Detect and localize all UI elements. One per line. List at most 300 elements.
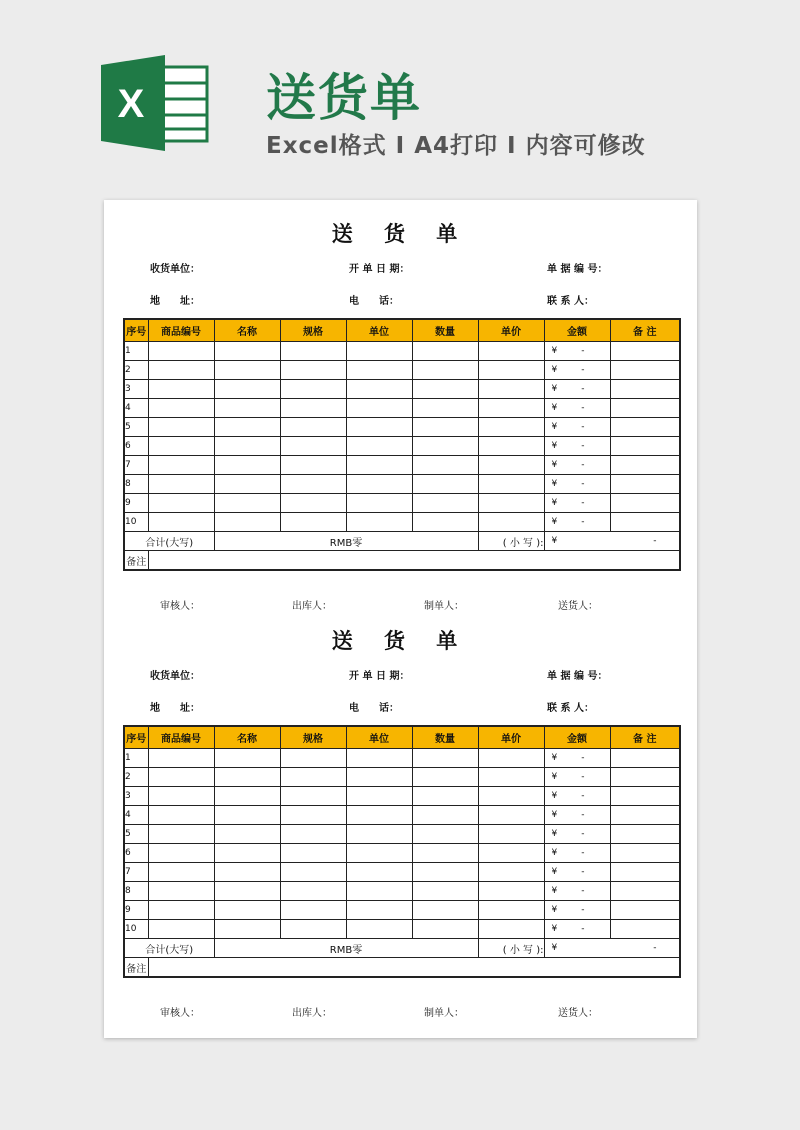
table-cell[interactable] <box>280 399 346 418</box>
table-cell[interactable] <box>478 749 544 768</box>
table-cell[interactable] <box>478 901 544 920</box>
table-cell[interactable] <box>412 361 478 380</box>
table-cell[interactable] <box>412 768 478 787</box>
remark-cell[interactable] <box>610 437 680 456</box>
field-label-address: 地 址： <box>150 703 200 714</box>
field-label-address: 地 址： <box>150 296 200 307</box>
amount-dash: - <box>581 829 585 839</box>
table-cell[interactable] <box>478 399 544 418</box>
column-header: 规格 <box>280 319 346 342</box>
remark-cell[interactable] <box>610 844 680 863</box>
table-cell[interactable] <box>346 456 412 475</box>
table-cell[interactable] <box>280 342 346 361</box>
amount-dash: - <box>581 422 585 432</box>
table-cell[interactable] <box>346 863 412 882</box>
table-cell[interactable] <box>214 844 280 863</box>
amount-dash: - <box>581 867 585 877</box>
small-total-label: ( 小 写 ): <box>478 939 544 958</box>
table-cell[interactable] <box>214 437 280 456</box>
yen-symbol: ¥ <box>551 867 558 877</box>
yen-symbol: ¥ <box>551 498 558 508</box>
field-label-contact: 联 系 人： <box>547 296 594 307</box>
table-cell[interactable] <box>478 806 544 825</box>
remark-cell[interactable] <box>610 787 680 806</box>
table-cell[interactable] <box>214 361 280 380</box>
signature-label: 送货人： <box>558 1008 598 1019</box>
document-paper <box>104 200 697 1038</box>
table-cell[interactable] <box>148 806 214 825</box>
table-cell[interactable] <box>214 475 280 494</box>
table-cell[interactable] <box>346 418 412 437</box>
table-cell[interactable] <box>412 787 478 806</box>
table-cell[interactable] <box>148 513 214 532</box>
table-cell[interactable] <box>478 787 544 806</box>
amount-cell[interactable] <box>544 749 610 768</box>
yen-symbol: ¥ <box>551 943 558 953</box>
yen-symbol: ¥ <box>551 422 558 432</box>
yen-symbol: ¥ <box>551 517 558 527</box>
table-cell[interactable] <box>148 475 214 494</box>
column-header: 备 注 <box>610 726 680 749</box>
remark-row <box>124 551 680 571</box>
table-cell[interactable] <box>412 418 478 437</box>
table-row <box>124 513 680 532</box>
delivery-form-2 <box>104 607 697 1019</box>
remark-cell[interactable] <box>610 399 680 418</box>
table-cell[interactable] <box>346 768 412 787</box>
amount-cell[interactable] <box>544 475 610 494</box>
excel-logo-icon <box>101 55 209 151</box>
table-cell[interactable] <box>214 882 280 901</box>
yen-symbol: ¥ <box>551 479 558 489</box>
yen-symbol: ¥ <box>551 460 558 470</box>
table-cell[interactable] <box>280 844 346 863</box>
remark-cell[interactable] <box>610 863 680 882</box>
table-cell[interactable] <box>346 806 412 825</box>
remark-input[interactable] <box>148 958 680 978</box>
table-cell[interactable] <box>280 418 346 437</box>
remark-cell[interactable] <box>610 361 680 380</box>
table-cell[interactable] <box>346 844 412 863</box>
table-cell[interactable] <box>346 380 412 399</box>
table-cell[interactable] <box>148 825 214 844</box>
remark-cell[interactable] <box>610 494 680 513</box>
table-cell[interactable] <box>148 749 214 768</box>
column-header: 单价 <box>478 726 544 749</box>
table-cell[interactable] <box>214 342 280 361</box>
remark-cell[interactable] <box>610 342 680 361</box>
table-cell[interactable] <box>478 342 544 361</box>
remark-cell[interactable] <box>610 825 680 844</box>
row-number: 9 <box>124 494 148 513</box>
table-cell[interactable] <box>280 787 346 806</box>
column-header: 序号 <box>124 726 148 749</box>
amount-dash: - <box>653 943 657 953</box>
remark-cell[interactable] <box>610 920 680 939</box>
table-cell[interactable] <box>280 437 346 456</box>
remark-cell[interactable] <box>610 513 680 532</box>
table-cell[interactable] <box>148 380 214 399</box>
amount-dash: - <box>581 460 585 470</box>
table-row <box>124 920 680 939</box>
table-cell[interactable] <box>148 768 214 787</box>
row-number: 10 <box>124 920 148 939</box>
amount-cell[interactable] <box>544 787 610 806</box>
table-cell[interactable] <box>280 749 346 768</box>
row-number: 6 <box>124 844 148 863</box>
table-header-row <box>124 319 680 342</box>
table-cell[interactable] <box>478 456 544 475</box>
page-title: 送货单 <box>266 69 422 127</box>
excel-logo-letter: X <box>117 82 145 126</box>
table-cell[interactable] <box>346 475 412 494</box>
table-cell[interactable] <box>214 399 280 418</box>
column-header: 单位 <box>346 726 412 749</box>
column-header: 金额 <box>544 726 610 749</box>
table-cell[interactable] <box>412 920 478 939</box>
table-header-row <box>124 726 680 749</box>
column-header: 数量 <box>412 726 478 749</box>
table-cell[interactable] <box>214 380 280 399</box>
amount-dash: - <box>653 536 657 546</box>
field-label-open-date: 开 单 日 期： <box>349 671 410 682</box>
remark-row <box>124 958 680 978</box>
field-label-open-date: 开 单 日 期： <box>349 264 410 275</box>
table-row <box>124 399 680 418</box>
table-cell[interactable] <box>346 342 412 361</box>
table-cell[interactable] <box>148 361 214 380</box>
table-cell[interactable] <box>148 456 214 475</box>
table-cell[interactable] <box>412 863 478 882</box>
table-cell[interactable] <box>214 494 280 513</box>
table-cell[interactable] <box>346 882 412 901</box>
column-header: 备 注 <box>610 319 680 342</box>
amount-cell[interactable] <box>544 882 610 901</box>
remark-cell[interactable] <box>610 380 680 399</box>
yen-symbol: ¥ <box>551 346 558 356</box>
table-cell[interactable] <box>478 437 544 456</box>
yen-symbol: ¥ <box>551 791 558 801</box>
small-total-label: ( 小 写 ): <box>478 532 544 551</box>
amount-dash: - <box>581 905 585 915</box>
table-row <box>124 494 680 513</box>
table-cell[interactable] <box>478 380 544 399</box>
remark-cell[interactable] <box>610 456 680 475</box>
table-cell[interactable] <box>412 342 478 361</box>
table-cell[interactable] <box>214 825 280 844</box>
row-number: 3 <box>124 380 148 399</box>
table-cell[interactable] <box>346 901 412 920</box>
table-cell[interactable] <box>148 787 214 806</box>
table-cell[interactable] <box>280 380 346 399</box>
table-row <box>124 342 680 361</box>
column-header: 金额 <box>544 319 610 342</box>
table-cell[interactable] <box>280 920 346 939</box>
table-cell[interactable] <box>412 806 478 825</box>
row-number: 4 <box>124 399 148 418</box>
amount-dash: - <box>581 924 585 934</box>
remark-cell[interactable] <box>610 901 680 920</box>
signature-label: 制单人： <box>424 1008 464 1019</box>
page-header <box>0 0 800 200</box>
row-number: 2 <box>124 361 148 380</box>
yen-symbol: ¥ <box>551 772 558 782</box>
table-cell[interactable] <box>280 456 346 475</box>
column-header: 商品编号 <box>148 319 214 342</box>
table-cell[interactable] <box>346 399 412 418</box>
field-label-phone: 电 话： <box>349 703 399 714</box>
row-number: 6 <box>124 437 148 456</box>
table-cell[interactable] <box>478 361 544 380</box>
table-cell[interactable] <box>412 399 478 418</box>
row-number: 9 <box>124 901 148 920</box>
amount-cell[interactable] <box>544 806 610 825</box>
amount-cell[interactable] <box>544 399 610 418</box>
table-cell[interactable] <box>148 494 214 513</box>
table-cell[interactable] <box>346 494 412 513</box>
yen-symbol: ¥ <box>551 886 558 896</box>
amount-dash: - <box>581 365 585 375</box>
table-cell[interactable] <box>412 825 478 844</box>
amount-dash: - <box>581 384 585 394</box>
signature-label: 出库人： <box>292 1008 332 1019</box>
table-row <box>124 418 680 437</box>
yen-symbol: ¥ <box>551 536 558 546</box>
table-row <box>124 475 680 494</box>
table-cell[interactable] <box>214 749 280 768</box>
table-row <box>124 863 680 882</box>
field-label-phone: 电 话： <box>349 296 399 307</box>
table-cell[interactable] <box>478 844 544 863</box>
table-cell[interactable] <box>280 882 346 901</box>
row-number: 3 <box>124 787 148 806</box>
remark-cell[interactable] <box>610 475 680 494</box>
column-header: 数量 <box>412 319 478 342</box>
table-cell[interactable] <box>346 513 412 532</box>
table-cell[interactable] <box>412 513 478 532</box>
table-cell[interactable] <box>280 494 346 513</box>
table-cell[interactable] <box>346 787 412 806</box>
yen-symbol: ¥ <box>551 924 558 934</box>
table-cell[interactable] <box>478 825 544 844</box>
table-cell[interactable] <box>478 920 544 939</box>
table-cell[interactable] <box>412 901 478 920</box>
amount-cell[interactable] <box>544 768 610 787</box>
field-label-doc-no: 单 据 编 号： <box>547 671 608 682</box>
amount-dash: - <box>581 403 585 413</box>
table-cell[interactable] <box>280 361 346 380</box>
remark-cell[interactable] <box>610 768 680 787</box>
table-cell[interactable] <box>478 494 544 513</box>
form-title: 送 货 单 <box>331 629 470 653</box>
remark-cell[interactable] <box>610 418 680 437</box>
row-number: 10 <box>124 513 148 532</box>
table-cell[interactable] <box>478 418 544 437</box>
amount-dash: - <box>581 498 585 508</box>
yen-symbol: ¥ <box>551 905 558 915</box>
table-cell[interactable] <box>148 863 214 882</box>
signature-label: 送货人： <box>558 601 598 612</box>
table-cell[interactable] <box>214 456 280 475</box>
table-cell[interactable] <box>346 920 412 939</box>
signature-label: 审核人： <box>160 601 200 612</box>
table-cell[interactable] <box>214 806 280 825</box>
amount-dash: - <box>581 346 585 356</box>
table-cell[interactable] <box>280 806 346 825</box>
amount-cell[interactable] <box>544 920 610 939</box>
table-cell[interactable] <box>412 380 478 399</box>
amount-cell[interactable] <box>544 418 610 437</box>
goods-table <box>123 318 681 571</box>
row-number: 5 <box>124 418 148 437</box>
table-cell[interactable] <box>412 749 478 768</box>
column-header: 单价 <box>478 319 544 342</box>
table-cell[interactable] <box>478 475 544 494</box>
column-header: 单位 <box>346 319 412 342</box>
amount-dash: - <box>581 886 585 896</box>
row-number: 8 <box>124 475 148 494</box>
table-row <box>124 806 680 825</box>
delivery-form-1 <box>104 200 697 612</box>
table-cell[interactable] <box>148 437 214 456</box>
table-row <box>124 749 680 768</box>
table-cell[interactable] <box>280 825 346 844</box>
yen-symbol: ¥ <box>551 441 558 451</box>
amount-dash: - <box>581 810 585 820</box>
table-cell[interactable] <box>148 399 214 418</box>
row-number: 1 <box>124 342 148 361</box>
remark-cell[interactable] <box>610 749 680 768</box>
amount-cell[interactable] <box>544 361 610 380</box>
table-row <box>124 437 680 456</box>
table-row <box>124 361 680 380</box>
column-header: 名称 <box>214 726 280 749</box>
amount-cell[interactable] <box>544 825 610 844</box>
field-label-doc-no: 单 据 编 号： <box>547 264 608 275</box>
total-amount-cell[interactable] <box>544 939 680 958</box>
table-cell[interactable] <box>412 494 478 513</box>
amount-cell[interactable] <box>544 380 610 399</box>
table-cell[interactable] <box>214 513 280 532</box>
row-number: 7 <box>124 863 148 882</box>
table-cell[interactable] <box>280 768 346 787</box>
table-cell[interactable] <box>148 844 214 863</box>
amount-dash: - <box>581 848 585 858</box>
amount-cell[interactable] <box>544 456 610 475</box>
total-row <box>124 939 680 958</box>
table-cell[interactable] <box>346 749 412 768</box>
table-cell[interactable] <box>412 437 478 456</box>
table-cell[interactable] <box>214 863 280 882</box>
table-cell[interactable] <box>148 901 214 920</box>
remark-cell[interactable] <box>610 806 680 825</box>
amount-cell[interactable] <box>544 863 610 882</box>
total-rmb-value[interactable]: RMB零 <box>214 532 478 551</box>
remark-cell[interactable] <box>610 882 680 901</box>
signature-label: 出库人： <box>292 601 332 612</box>
table-row <box>124 787 680 806</box>
table-cell[interactable] <box>280 513 346 532</box>
page-subtitle: Excel格式 I A4打印 I 内容可修改 <box>266 133 646 159</box>
yen-symbol: ¥ <box>551 848 558 858</box>
table-cell[interactable] <box>214 920 280 939</box>
table-row <box>124 380 680 399</box>
table-row <box>124 768 680 787</box>
amount-cell[interactable] <box>544 437 610 456</box>
amount-dash: - <box>581 791 585 801</box>
yen-symbol: ¥ <box>551 365 558 375</box>
table-row <box>124 456 680 475</box>
table-cell[interactable] <box>346 437 412 456</box>
amount-dash: - <box>581 441 585 451</box>
table-cell[interactable] <box>346 825 412 844</box>
table-row <box>124 882 680 901</box>
table-cell[interactable] <box>214 901 280 920</box>
table-cell[interactable] <box>412 844 478 863</box>
table-cell[interactable] <box>214 418 280 437</box>
table-cell[interactable] <box>214 768 280 787</box>
signature-label: 审核人： <box>160 1008 200 1019</box>
field-label-receiver: 收货单位： <box>150 264 200 275</box>
yen-symbol: ¥ <box>551 753 558 763</box>
table-cell[interactable] <box>478 768 544 787</box>
amount-dash: - <box>581 772 585 782</box>
table-cell[interactable] <box>214 787 280 806</box>
yen-symbol: ¥ <box>551 829 558 839</box>
table-cell[interactable] <box>280 901 346 920</box>
row-number: 7 <box>124 456 148 475</box>
total-label: 合计(大写) <box>124 532 214 551</box>
column-header: 规格 <box>280 726 346 749</box>
column-header: 名称 <box>214 319 280 342</box>
row-number: 2 <box>124 768 148 787</box>
amount-dash: - <box>581 753 585 763</box>
row-number: 8 <box>124 882 148 901</box>
total-rmb-value[interactable]: RMB零 <box>214 939 478 958</box>
column-header: 序号 <box>124 319 148 342</box>
field-label-receiver: 收货单位： <box>150 671 200 682</box>
table-cell[interactable] <box>148 882 214 901</box>
table-cell[interactable] <box>412 882 478 901</box>
table-row <box>124 901 680 920</box>
amount-cell[interactable] <box>544 494 610 513</box>
amount-dash: - <box>581 517 585 527</box>
goods-table <box>123 725 681 978</box>
table-cell[interactable] <box>148 342 214 361</box>
table-cell[interactable] <box>280 475 346 494</box>
table-cell[interactable] <box>478 882 544 901</box>
amount-cell[interactable] <box>544 844 610 863</box>
table-cell[interactable] <box>412 475 478 494</box>
table-cell[interactable] <box>148 920 214 939</box>
amount-cell[interactable] <box>544 901 610 920</box>
row-number: 1 <box>124 749 148 768</box>
table-row <box>124 825 680 844</box>
amount-cell[interactable] <box>544 513 610 532</box>
table-cell[interactable] <box>478 513 544 532</box>
table-cell[interactable] <box>148 418 214 437</box>
remark-label: 备注 <box>124 551 148 571</box>
table-cell[interactable] <box>478 863 544 882</box>
table-cell[interactable] <box>412 456 478 475</box>
table-cell[interactable] <box>280 863 346 882</box>
table-row <box>124 844 680 863</box>
total-amount-cell[interactable] <box>544 532 680 551</box>
form-title: 送 货 单 <box>331 222 470 246</box>
table-cell[interactable] <box>346 361 412 380</box>
amount-cell[interactable] <box>544 342 610 361</box>
remark-input[interactable] <box>148 551 680 571</box>
